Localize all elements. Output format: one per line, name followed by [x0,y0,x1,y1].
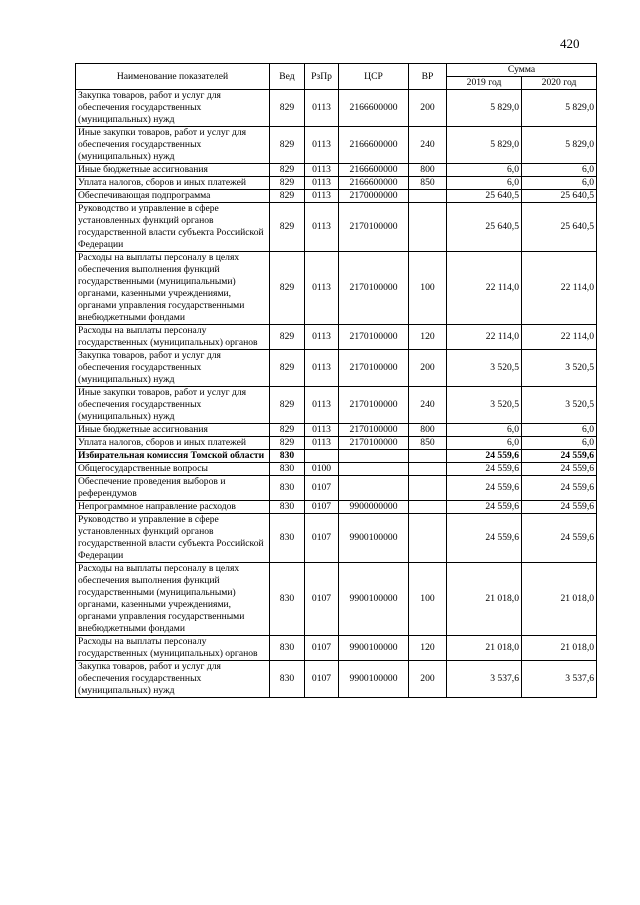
cell-sum-2019: 3 520,5 [447,387,522,424]
cell-csr: 2166600000 [339,90,409,127]
cell-sum-2019: 22 114,0 [447,325,522,350]
cell-csr [339,450,409,463]
cell-csr: 9900000000 [339,501,409,514]
cell-csr: 2166600000 [339,177,409,190]
cell-name: Расходы на выплаты персоналу государственных (муниципальных) органов [76,325,270,350]
cell-sum-2019: 24 559,6 [447,501,522,514]
cell-name: Руководство и управление в сфере установленных функций органов государственной власти субъекта Российской Федерации [76,514,270,563]
table-body [76,90,597,698]
cell-rzpr: 0107 [305,563,339,636]
cell-vr [409,203,447,252]
table-row [76,350,597,387]
cell-ved: 829 [270,190,305,203]
budget-table [75,63,597,698]
cell-rzpr: 0113 [305,325,339,350]
cell-rzpr: 0113 [305,190,339,203]
cell-ved: 829 [270,350,305,387]
table-row [76,387,597,424]
cell-sum-2019: 3 537,6 [447,661,522,698]
cell-vr: 200 [409,661,447,698]
table-row [76,164,597,177]
cell-csr: 2170100000 [339,252,409,325]
cell-name: Обеспечивающая подпрограмма [76,190,270,203]
cell-sum-2019: 24 559,6 [447,514,522,563]
cell-ved: 829 [270,127,305,164]
cell-sum-2020: 3 520,5 [522,350,597,387]
cell-csr [339,463,409,476]
cell-rzpr: 0113 [305,350,339,387]
table-row [76,252,597,325]
cell-ved: 830 [270,661,305,698]
cell-vr: 850 [409,177,447,190]
cell-sum-2020: 24 559,6 [522,501,597,514]
table-header [76,64,597,90]
cell-vr [409,501,447,514]
cell-rzpr: 0113 [305,90,339,127]
cell-name: Руководство и управление в сфере установленных функций органов государственной власти субъекта Российской Федерации [76,203,270,252]
cell-vr [409,190,447,203]
cell-vr: 240 [409,127,447,164]
cell-sum-2020: 24 559,6 [522,463,597,476]
table-row [76,90,597,127]
cell-name: Иные закупки товаров, работ и услуг для обеспечения государственных (муниципальных) нужд [76,387,270,424]
page-number: 420 [560,36,580,51]
cell-csr: 2170000000 [339,190,409,203]
cell-sum-2020: 6,0 [522,437,597,450]
cell-sum-2019: 24 559,6 [447,450,522,463]
cell-vr: 800 [409,164,447,177]
header-vr: ВР [409,64,447,90]
cell-ved: 829 [270,325,305,350]
header-2020: 2020 год [522,77,597,90]
cell-rzpr: 0113 [305,252,339,325]
cell-sum-2020: 25 640,5 [522,203,597,252]
cell-sum-2020: 6,0 [522,424,597,437]
cell-sum-2019: 6,0 [447,437,522,450]
table-row [76,190,597,203]
cell-ved: 829 [270,437,305,450]
cell-sum-2020: 24 559,6 [522,450,597,463]
cell-csr: 2170100000 [339,424,409,437]
cell-sum-2020: 21 018,0 [522,636,597,661]
header-csr: ЦСР [339,64,409,90]
cell-sum-2019: 5 829,0 [447,90,522,127]
header-rzpr: РзПр [305,64,339,90]
cell-csr: 2170100000 [339,387,409,424]
cell-name: Уплата налогов, сборов и иных платежей [76,177,270,190]
cell-vr [409,514,447,563]
cell-name: Иные бюджетные ассигнования [76,424,270,437]
cell-name: Общегосударственные вопросы [76,463,270,476]
cell-sum-2020: 5 829,0 [522,127,597,164]
cell-csr: 2166600000 [339,164,409,177]
cell-rzpr: 0100 [305,463,339,476]
cell-vr [409,476,447,501]
table-row [76,514,597,563]
cell-name: Расходы на выплаты персоналу государственных (муниципальных) органов [76,636,270,661]
cell-ved: 830 [270,463,305,476]
cell-name: Закупка товаров, работ и услуг для обеспечения государственных (муниципальных) нужд [76,350,270,387]
header-2019: 2019 год [447,77,522,90]
cell-ved: 830 [270,563,305,636]
cell-csr: 9900100000 [339,514,409,563]
cell-csr: 9900100000 [339,563,409,636]
cell-name: Уплата налогов, сборов и иных платежей [76,437,270,450]
cell-rzpr: 0113 [305,387,339,424]
cell-name: Иные бюджетные ассигнования [76,164,270,177]
header-name: Наименование показателей [76,64,270,90]
cell-ved: 829 [270,177,305,190]
cell-ved: 830 [270,514,305,563]
cell-sum-2019: 6,0 [447,177,522,190]
cell-name: Закупка товаров, работ и услуг для обеспечения государственных (муниципальных) нужд [76,661,270,698]
cell-csr: 2170100000 [339,203,409,252]
cell-ved: 829 [270,203,305,252]
cell-rzpr: 0113 [305,203,339,252]
cell-name: Расходы на выплаты персоналу в целях обеспечения выполнения функций государственными (муниципальными) органами, казенными учреждениями, органами управления государственными внебюджетными фондами [76,563,270,636]
cell-sum-2020: 3 537,6 [522,661,597,698]
cell-sum-2019: 6,0 [447,424,522,437]
table-row [76,501,597,514]
table-row [76,177,597,190]
cell-csr: 9900100000 [339,661,409,698]
cell-sum-2020: 6,0 [522,177,597,190]
cell-sum-2020: 22 114,0 [522,252,597,325]
table-row [76,636,597,661]
table-row [76,476,597,501]
cell-vr [409,450,447,463]
cell-rzpr: 0107 [305,476,339,501]
cell-vr: 120 [409,325,447,350]
cell-ved: 830 [270,501,305,514]
cell-name: Закупка товаров, работ и услуг для обеспечения государственных (муниципальных) нужд [76,90,270,127]
cell-sum-2019: 25 640,5 [447,203,522,252]
table-row [76,463,597,476]
cell-sum-2019: 3 520,5 [447,350,522,387]
cell-ved: 830 [270,450,305,463]
cell-sum-2020: 6,0 [522,164,597,177]
cell-sum-2019: 25 640,5 [447,190,522,203]
cell-sum-2020: 3 520,5 [522,387,597,424]
cell-vr: 200 [409,90,447,127]
cell-sum-2019: 24 559,6 [447,476,522,501]
cell-vr: 100 [409,563,447,636]
cell-vr: 800 [409,424,447,437]
cell-ved: 829 [270,252,305,325]
table-row [76,563,597,636]
cell-sum-2019: 21 018,0 [447,563,522,636]
cell-rzpr: 0107 [305,514,339,563]
cell-name: Обеспечение проведения выборов и референдумов [76,476,270,501]
cell-ved: 829 [270,424,305,437]
cell-rzpr: 0113 [305,177,339,190]
cell-rzpr [305,450,339,463]
cell-vr: 120 [409,636,447,661]
cell-sum-2020: 24 559,6 [522,476,597,501]
cell-rzpr: 0107 [305,501,339,514]
table-row [76,450,597,463]
header-ved: Вед [270,64,305,90]
cell-csr: 2166600000 [339,127,409,164]
cell-ved: 829 [270,387,305,424]
cell-sum-2019: 24 559,6 [447,463,522,476]
cell-rzpr: 0113 [305,127,339,164]
cell-ved: 830 [270,476,305,501]
table-row [76,424,597,437]
table-row [76,661,597,698]
cell-vr: 100 [409,252,447,325]
cell-sum-2020: 24 559,6 [522,514,597,563]
cell-vr: 240 [409,387,447,424]
table-row [76,437,597,450]
cell-sum-2019: 6,0 [447,164,522,177]
cell-sum-2020: 5 829,0 [522,90,597,127]
cell-sum-2020: 21 018,0 [522,563,597,636]
cell-vr: 850 [409,437,447,450]
cell-ved: 829 [270,164,305,177]
cell-sum-2019: 5 829,0 [447,127,522,164]
cell-csr [339,476,409,501]
cell-rzpr: 0107 [305,661,339,698]
table-row [76,203,597,252]
cell-ved: 830 [270,636,305,661]
cell-csr: 2170100000 [339,350,409,387]
header-sum: Сумма [447,64,597,77]
cell-vr: 200 [409,350,447,387]
cell-csr: 2170100000 [339,437,409,450]
cell-vr [409,463,447,476]
cell-csr: 2170100000 [339,325,409,350]
cell-sum-2019: 21 018,0 [447,636,522,661]
cell-rzpr: 0107 [305,636,339,661]
cell-sum-2020: 22 114,0 [522,325,597,350]
cell-sum-2019: 22 114,0 [447,252,522,325]
cell-name: Иные закупки товаров, работ и услуг для обеспечения государственных (муниципальных) нужд [76,127,270,164]
cell-rzpr: 0113 [305,424,339,437]
cell-rzpr: 0113 [305,437,339,450]
table-row [76,127,597,164]
cell-name: Избирательная комиссия Томской области [76,450,270,463]
cell-name: Расходы на выплаты персоналу в целях обеспечения выполнения функций государственными (муниципальными) органами, казенными учреждениями, органами управления государственными внебюджетными фондами [76,252,270,325]
cell-name: Непрограммное направление расходов [76,501,270,514]
cell-rzpr: 0113 [305,164,339,177]
cell-sum-2020: 25 640,5 [522,190,597,203]
table-row [76,325,597,350]
cell-ved: 829 [270,90,305,127]
cell-csr: 9900100000 [339,636,409,661]
